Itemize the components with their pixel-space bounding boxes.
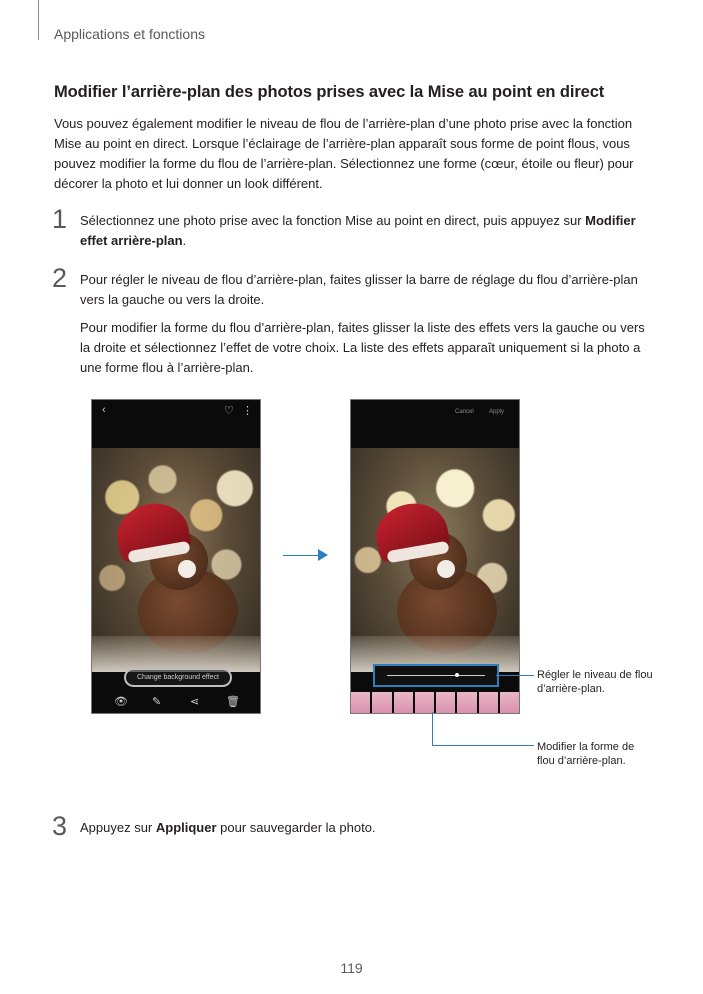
step-2-text-2: Pour modifier la forme du flou d’arrière-plan, faites glisser la liste des effets vers la gauche ou vers la droite et sélectionnez l’effet de votre choix. La liste des effets apparaît uniquement si la photo a une forme flou à l’arrière-plan.: [80, 320, 645, 375]
view-icon[interactable]: 👁: [114, 696, 128, 708]
section-header: Applications et fonctions: [54, 26, 205, 42]
callout-slider: Régler le niveau de flou d’arrière-plan.: [537, 669, 653, 695]
back-icon[interactable]: ‹: [102, 404, 106, 416]
callout-line-slider: [496, 675, 534, 676]
slider-track: [387, 675, 485, 676]
page-number: 119: [340, 960, 363, 976]
effect-thumbnail[interactable]: [457, 692, 476, 713]
effect-thumbnail[interactable]: [500, 692, 519, 713]
header-rule: [38, 0, 39, 40]
step-3-text: Appuyez sur Appliquer pour sauvegarder la photo.: [80, 820, 376, 835]
more-icon[interactable]: ⋮: [242, 405, 253, 417]
edit-icon[interactable]: ✎: [152, 696, 162, 708]
effect-thumbnail[interactable]: [351, 692, 370, 713]
effect-thumbnail[interactable]: [394, 692, 413, 713]
step-1-number: 1: [52, 204, 68, 234]
blur-level-slider[interactable]: [373, 664, 499, 687]
effect-thumbnail[interactable]: [415, 692, 434, 713]
santa-hat-pom: [437, 560, 455, 578]
effect-shape-list[interactable]: [351, 692, 519, 713]
intro-paragraph: Vous pouvez également modifier le niveau de flou de l’arrière-plan d’une photo prise avec la fonction Mise au point en direct. Lorsque l’éclairage de l’arrière-plan apparaît sous forme de point flous, vous pouvez modifier la forme du flou de l’arrière-plan. Sélectionnez une forme (cœur, étoile ou fleur) pour décorer la photo et lui donner un look différent.: [54, 116, 634, 191]
photo-bokeh-circles: [92, 448, 260, 672]
step-1-text: Sélectionnez une photo prise avec la fonction Mise au point en direct, puis appuyez sur Modifier effet arrière-plan.: [80, 213, 636, 248]
page-title: Modifier l’arrière-plan des photos prises avec la Mise au point en direct: [54, 83, 605, 101]
heart-icon[interactable]: ♡: [224, 405, 234, 417]
cancel-button[interactable]: Cancel: [455, 409, 474, 415]
step-2-number: 2: [52, 263, 68, 293]
effect-thumbnail[interactable]: [479, 692, 498, 713]
slider-handle[interactable]: [455, 673, 459, 677]
step-1-bold: Modifier effet arrière-plan: [80, 213, 636, 248]
phone-screenshot-after: [350, 399, 520, 714]
callout-line-shape-h: [432, 745, 534, 746]
step-2-text: Pour régler le niveau de flou d’arrière-plan, faites glisser la barre de réglage du flou d’arrière-plan vers la gauche ou vers la droite.: [80, 272, 638, 307]
phone-screenshot-before: [91, 399, 261, 714]
callout-shape: Modifier la forme de flou d’arrière-plan.: [537, 741, 635, 767]
step-3-bold: Appliquer: [155, 820, 217, 835]
delete-icon[interactable]: 🗑: [226, 696, 240, 708]
effect-thumbnail[interactable]: [436, 692, 455, 713]
tinsel: [92, 636, 260, 672]
change-background-effect-button[interactable]: Change background effect: [124, 668, 232, 687]
effect-thumbnail[interactable]: [372, 692, 391, 713]
transition-arrow-line: [283, 555, 318, 556]
transition-arrow-icon: [318, 549, 328, 561]
callout-line-shape-v: [432, 712, 433, 745]
santa-hat-pom: [178, 560, 196, 578]
step-3-number: 3: [52, 811, 68, 841]
photo-bokeh-hearts: [351, 448, 519, 672]
share-icon[interactable]: ⋖: [190, 696, 200, 708]
apply-button[interactable]: Apply: [489, 409, 505, 415]
